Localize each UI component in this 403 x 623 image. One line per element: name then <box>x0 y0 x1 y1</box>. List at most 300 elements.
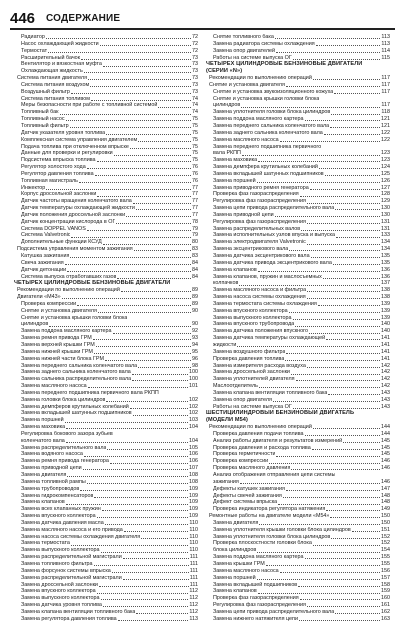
toc-entry-title: Замена выпускного коллектора <box>21 547 100 554</box>
toc-entry[interactable] <box>14 55 198 62</box>
toc-page-number: 84 <box>192 273 198 280</box>
toc-entry[interactable] <box>206 144 390 151</box>
dot-leader <box>103 66 191 67</box>
toc-entry[interactable] <box>206 609 390 616</box>
toc-page-number: 146 <box>381 458 390 465</box>
toc-entry[interactable] <box>14 102 198 109</box>
dot-leader <box>275 38 381 39</box>
toc-entry-title: Замена масляного насоса и фильтра <box>213 287 307 294</box>
toc-entry[interactable] <box>14 369 198 376</box>
toc-entry[interactable] <box>206 547 390 554</box>
toc-entry[interactable] <box>206 602 390 609</box>
toc-entry[interactable] <box>14 294 198 301</box>
toc-entry-title: Датчик концентрации кислорода в ОГ <box>21 218 116 225</box>
toc-page-number: 135 <box>381 253 390 259</box>
toc-entry[interactable] <box>14 520 198 527</box>
dot-leader <box>46 189 191 190</box>
toc-entry[interactable] <box>206 595 390 602</box>
page-number: 446 <box>10 10 36 27</box>
toc-entry[interactable] <box>14 479 198 486</box>
toc-page-number: 74 <box>192 95 198 102</box>
toc-entry[interactable] <box>206 431 390 438</box>
dot-leader <box>130 148 191 149</box>
toc-entry-title: Топливный фильтр <box>21 122 69 129</box>
toc-page-number: 111 <box>189 581 198 588</box>
toc-entry[interactable] <box>14 513 198 520</box>
toc-entry[interactable] <box>14 321 198 328</box>
toc-entry[interactable] <box>14 602 198 609</box>
toc-entry[interactable] <box>206 328 390 335</box>
toc-entry-title: Анализ работы двигателя и результатов измерений <box>213 437 343 444</box>
toc-entry[interactable] <box>14 123 198 130</box>
toc-entry[interactable] <box>206 212 390 219</box>
toc-entry[interactable] <box>206 109 390 116</box>
dot-leader <box>114 155 191 156</box>
toc-entry-title: Замена трубопроводов <box>21 485 80 492</box>
toc-entry[interactable] <box>14 506 198 513</box>
toc-entry[interactable] <box>14 48 198 55</box>
toc-page-number: 102 <box>189 403 198 410</box>
dot-leader <box>110 463 188 464</box>
toc-entry-title: Замена выпускного коллектора <box>213 314 292 321</box>
toc-entry[interactable] <box>206 178 390 185</box>
toc-entry[interactable] <box>206 321 390 328</box>
toc-page-number: 142 <box>381 369 390 376</box>
toc-entry[interactable] <box>14 356 198 363</box>
toc-entry[interactable] <box>206 41 390 48</box>
dot-leader <box>123 579 189 580</box>
dot-leader <box>101 552 189 553</box>
toc-entry[interactable] <box>206 34 390 41</box>
dot-leader <box>300 196 380 197</box>
toc-entry[interactable] <box>206 369 390 376</box>
toc-entry[interactable] <box>206 397 390 404</box>
toc-entry[interactable] <box>206 534 390 541</box>
toc-entry[interactable] <box>206 150 390 157</box>
toc-entry[interactable] <box>206 342 390 349</box>
toc-entry-title: Дефекты свечей зажигания <box>213 492 282 499</box>
toc-entry[interactable] <box>14 150 198 157</box>
toc-entry[interactable] <box>14 137 198 144</box>
toc-entry-title: Датчик детонации <box>21 266 67 273</box>
toc-entry[interactable] <box>14 164 198 171</box>
toc-page-number: 130 <box>381 205 390 212</box>
dot-leader <box>269 463 380 464</box>
toc-entry-title: Замена верхней крышки ГРМ <box>21 341 95 348</box>
toc-entry-title: Анализ отображения отправления цепи системы <box>213 472 336 478</box>
toc-entry[interactable] <box>206 513 390 520</box>
toc-entry[interactable] <box>206 185 390 192</box>
dot-leader <box>257 579 380 580</box>
dot-leader <box>133 415 188 416</box>
toc-entry-title: Подсистема управления моментом зажигания <box>17 246 133 253</box>
toc-entry[interactable] <box>206 479 390 486</box>
toc-entry[interactable] <box>14 493 198 500</box>
toc-entry[interactable] <box>206 486 390 493</box>
toc-entry[interactable] <box>206 48 390 55</box>
toc-entry[interactable] <box>14 144 198 151</box>
toc-entry[interactable] <box>14 595 198 602</box>
toc-entry[interactable] <box>206 137 390 144</box>
toc-entry-title: Замена уплотнителей двигателя <box>213 376 295 383</box>
dot-leader <box>258 593 380 594</box>
toc-entry[interactable] <box>206 55 390 62</box>
toc-entry-title: Система DOPPEL VANOS <box>21 225 86 232</box>
toc-page-number: 73 <box>192 68 198 75</box>
toc-entry[interactable] <box>14 89 198 96</box>
dot-leader <box>307 244 380 245</box>
toc-page-number: 117 <box>381 81 390 88</box>
toc-page-number: 75 <box>192 129 198 136</box>
toc-entry[interactable] <box>14 171 198 178</box>
dot-leader <box>101 599 189 600</box>
toc-page-number: 76 <box>192 164 198 171</box>
toc-entry[interactable] <box>14 335 198 342</box>
toc-entry[interactable] <box>206 424 390 431</box>
toc-entry[interactable] <box>14 274 198 281</box>
toc-page-number: 98 <box>192 362 198 369</box>
toc-entry-title: Система питания воздухом <box>21 81 90 88</box>
toc-entry[interactable] <box>206 554 390 561</box>
toc-entry[interactable] <box>14 582 198 589</box>
toc-entry[interactable] <box>14 547 198 554</box>
toc-entry[interactable] <box>206 75 390 82</box>
toc-entry-title: Замена поддона масляного картера <box>213 554 304 561</box>
dot-leader <box>280 141 380 142</box>
toc-entry[interactable] <box>206 349 390 356</box>
toc-entry[interactable] <box>14 472 198 479</box>
toc-entry[interactable] <box>206 308 390 315</box>
toc-entry[interactable] <box>206 89 390 96</box>
toc-page-number: 157 <box>381 574 390 581</box>
dot-leader <box>49 326 191 327</box>
dot-leader <box>48 52 191 53</box>
toc-entry[interactable] <box>206 232 390 239</box>
dot-leader <box>258 161 380 162</box>
toc-entry[interactable] <box>206 376 390 383</box>
toc-entry[interactable] <box>14 568 198 575</box>
toc-page-number: 79 <box>192 225 198 232</box>
toc-entry[interactable] <box>14 226 198 233</box>
toc-entry[interactable] <box>14 451 198 458</box>
dot-leader <box>84 72 191 73</box>
dot-leader <box>312 449 380 450</box>
toc-entry-title: Замена опор двигателей <box>213 47 275 54</box>
toc-entry[interactable] <box>14 239 198 246</box>
toc-entry[interactable] <box>206 561 390 568</box>
toc-entry[interactable] <box>206 287 390 294</box>
toc-entry-title: вала РКПП <box>213 150 241 157</box>
toc-page-number: 133 <box>381 232 390 239</box>
toc-entry[interactable] <box>14 198 198 205</box>
toc-entry[interactable] <box>14 417 198 424</box>
dot-leader <box>331 538 380 539</box>
toc-entry[interactable] <box>14 424 198 431</box>
toc-entry[interactable] <box>206 96 390 103</box>
toc-entry[interactable] <box>206 280 390 287</box>
toc-entry[interactable] <box>14 527 198 534</box>
toc-entry[interactable] <box>206 404 390 411</box>
toc-entry[interactable] <box>206 540 390 547</box>
toc-entry[interactable] <box>206 226 390 233</box>
toc-entry[interactable] <box>206 383 390 390</box>
toc-entry[interactable] <box>14 561 198 568</box>
dot-leader <box>103 606 189 607</box>
toc-entry[interactable] <box>206 205 390 212</box>
toc-page-number: 149 <box>381 506 390 513</box>
toc-page-number: 80 <box>192 239 198 246</box>
toc-page-number: 95 <box>192 348 198 355</box>
toc-entry-title: Рекомендации по выполнению операций <box>17 287 120 294</box>
toc-entry-title: Регулировка фаз газораспределения <box>213 198 306 205</box>
toc-entry-title: Замена переднего подшипника первичного <box>213 143 322 150</box>
toc-entry[interactable] <box>206 335 390 342</box>
toc-entry[interactable] <box>14 486 198 493</box>
toc-entry-title: Проверка давления подачи топлива <box>213 430 304 437</box>
toc-entry[interactable] <box>206 568 390 575</box>
toc-entry[interactable] <box>14 130 198 137</box>
toc-entry[interactable] <box>14 232 198 239</box>
toc-entry[interactable] <box>14 404 198 411</box>
toc-entry[interactable] <box>14 185 198 192</box>
toc-entry-title: Замена приводной цепи <box>213 211 274 218</box>
toc-page-number: 108 <box>189 472 198 478</box>
toc-page-number: 109 <box>189 492 198 499</box>
toc-entry[interactable] <box>14 397 198 404</box>
toc-entry-title: Комплексная система управления двигателем <box>21 136 138 143</box>
toc-page-number: 131 <box>381 225 390 232</box>
toc-entry[interactable] <box>206 465 390 472</box>
toc-page-number: 109 <box>189 485 198 492</box>
toc-entry[interactable] <box>14 116 198 123</box>
toc-entry[interactable] <box>206 582 390 589</box>
toc-page-number: 102 <box>189 410 198 417</box>
dot-leader <box>94 353 191 354</box>
toc-entry[interactable] <box>14 253 198 260</box>
toc-entry[interactable] <box>14 96 198 103</box>
toc-entry-title: Рекомендации по выполнению операций <box>209 75 312 82</box>
toc-entry[interactable] <box>206 267 390 274</box>
toc-entry-title: Система питания двигателя <box>17 75 87 82</box>
toc-entry[interactable] <box>14 499 198 506</box>
toc-entry-title: Замена опор двигателя <box>213 396 272 403</box>
toc-entry[interactable] <box>206 102 390 109</box>
toc-entry-title: Работы на системе выпуска ОГ <box>213 403 292 410</box>
toc-entry[interactable] <box>206 575 390 582</box>
dot-leader <box>259 387 380 388</box>
toc-entry[interactable] <box>206 493 390 500</box>
toc-page-number: 111 <box>189 567 198 574</box>
toc-entry[interactable] <box>206 253 390 260</box>
dot-leader <box>102 510 188 511</box>
toc-entry[interactable] <box>14 575 198 582</box>
toc-entry[interactable] <box>206 451 390 458</box>
toc-entry-title: цилиндров <box>21 321 49 328</box>
toc-entry[interactable] <box>206 438 390 445</box>
dot-leader <box>88 79 191 80</box>
toc-entry-title: Замена датчика положения впускного <box>213 328 308 335</box>
toc-entry-title: Система Valvetronic <box>21 232 71 239</box>
toc-entry-title: Замена клапанов <box>21 499 65 506</box>
toc-entry[interactable] <box>14 383 198 390</box>
toc-entry[interactable] <box>206 219 390 226</box>
toc-entry[interactable] <box>206 294 390 301</box>
toc-entry[interactable] <box>206 506 390 513</box>
dot-leader <box>325 175 380 176</box>
toc-entry[interactable] <box>14 267 198 274</box>
toc-entry[interactable] <box>14 609 198 616</box>
toc-entry[interactable] <box>206 616 390 623</box>
toc-page-number: 103 <box>189 417 198 424</box>
toc-entry[interactable] <box>14 328 198 335</box>
toc-page-number: 100 <box>189 369 198 376</box>
toc-page-number: 117 <box>381 102 390 109</box>
toc-entry[interactable] <box>14 75 198 82</box>
toc-entry[interactable] <box>14 445 198 452</box>
toc-page-number: 144 <box>381 424 390 431</box>
toc-entry[interactable] <box>14 465 198 472</box>
toc-entry[interactable] <box>206 527 390 534</box>
toc-entry-title: Регулировка бокового зазора зубьев <box>21 430 113 437</box>
toc-entry[interactable] <box>206 472 390 479</box>
toc-entry[interactable] <box>14 315 198 322</box>
dot-leader <box>257 182 380 183</box>
dot-leader <box>81 59 191 60</box>
toc-entry[interactable] <box>206 116 390 123</box>
toc-entry-title: Замена впускного коллектора <box>213 307 288 314</box>
dot-leader <box>98 312 191 313</box>
toc-entry[interactable] <box>206 520 390 527</box>
toc-entry[interactable] <box>14 540 198 547</box>
dot-leader <box>65 422 188 423</box>
toc-entry[interactable] <box>14 287 198 294</box>
toc-page-number: 74 <box>192 102 198 109</box>
toc-entry[interactable] <box>14 191 198 198</box>
dot-leader <box>132 380 188 381</box>
toc-entry[interactable] <box>14 68 198 75</box>
toc-entry[interactable] <box>14 342 198 349</box>
toc-entry-title: Замена датчика уровня топлива <box>21 602 102 609</box>
dot-leader <box>80 490 188 491</box>
toc-entry-title: Замена поддона масляного картера <box>21 328 112 335</box>
toc-entry[interactable] <box>206 363 390 370</box>
toc-page-number: 160 <box>381 595 390 602</box>
toc-page-number: 90 <box>192 321 198 328</box>
toc-entry[interactable] <box>14 178 198 185</box>
toc-entry[interactable] <box>14 431 198 438</box>
toc-entry[interactable] <box>206 458 390 465</box>
toc-entry[interactable] <box>206 274 390 281</box>
toc-entry[interactable] <box>14 157 198 164</box>
toc-page-number: 142 <box>381 383 390 390</box>
toc-page-number: 152 <box>381 533 390 540</box>
toc-entry[interactable] <box>206 260 390 267</box>
toc-entry[interactable] <box>206 191 390 198</box>
toc-entry[interactable] <box>206 239 390 246</box>
toc-entry-title: Топливная магистраль <box>21 177 78 184</box>
toc-entry[interactable] <box>206 315 390 322</box>
toc-entry[interactable] <box>206 301 390 308</box>
toc-entry[interactable] <box>14 376 198 383</box>
toc-entry[interactable] <box>206 390 390 397</box>
toc-entry[interactable] <box>14 363 198 370</box>
toc-entry-title: Система питания топливом <box>21 95 90 102</box>
toc-entry-title: Подача топлива при отключенном впрыске <box>21 143 129 150</box>
dot-leader <box>95 175 191 176</box>
dot-leader <box>97 517 188 518</box>
toc-page-number: 142 <box>381 376 390 383</box>
toc-entry[interactable] <box>14 41 198 48</box>
toc-page-number: 163 <box>381 615 390 622</box>
toc-page-number: 137 <box>381 280 390 287</box>
toc-entry[interactable] <box>14 349 198 356</box>
toc-entry[interactable] <box>206 171 390 178</box>
toc-entry[interactable] <box>14 212 198 219</box>
toc-entry[interactable] <box>14 616 198 623</box>
toc-entry[interactable] <box>206 588 390 595</box>
toc-entry[interactable] <box>206 157 390 164</box>
toc-entry[interactable] <box>14 588 198 595</box>
dot-leader <box>130 408 188 409</box>
toc-page-number: 111 <box>189 560 198 567</box>
toc-section-heading: ШЕСТИЦИЛИНДРОВЫЙ БЕНЗИНОВЫЙ ДВИГАТЕЛЬ <box>206 410 355 417</box>
toc-entry-title: Замена цепи привода распределительного вала <box>213 205 335 212</box>
toc-page-number: 134 <box>381 239 390 246</box>
toc-entry[interactable] <box>14 534 198 541</box>
toc-entry-title: Замена измерителя расхода воздуха <box>213 362 306 369</box>
toc-entry[interactable] <box>206 130 390 137</box>
toc-entry[interactable] <box>14 260 198 267</box>
toc-entry-title: Замена выпускного коллектора <box>21 595 100 602</box>
toc-entry[interactable] <box>14 390 198 397</box>
dot-leader <box>343 442 380 443</box>
toc-entry[interactable] <box>14 246 198 253</box>
toc-entry[interactable] <box>206 445 390 452</box>
toc-page-number: 106 <box>189 458 198 465</box>
toc-entry[interactable] <box>206 198 390 205</box>
toc-entry[interactable] <box>14 219 198 226</box>
toc-entry[interactable] <box>206 356 390 363</box>
toc-entry[interactable] <box>14 82 198 89</box>
toc-page-number: 122 <box>381 136 390 143</box>
toc-page-number: 113 <box>381 34 390 40</box>
toc-entry-title: Замена топливной рампы <box>21 478 86 485</box>
toc-entry[interactable] <box>14 554 198 561</box>
dot-leader <box>79 182 191 183</box>
dot-leader <box>112 572 189 573</box>
toc-entry[interactable] <box>206 499 390 506</box>
toc-entry[interactable] <box>14 109 198 116</box>
dot-leader <box>241 107 380 108</box>
toc-entry[interactable] <box>206 164 390 171</box>
toc-entry[interactable] <box>14 301 198 308</box>
toc-page-number: 73 <box>192 54 198 61</box>
toc-entry[interactable] <box>206 123 390 130</box>
toc-entry[interactable] <box>14 308 198 315</box>
toc-entry[interactable] <box>14 34 198 41</box>
toc-entry[interactable] <box>14 205 198 212</box>
toc-page-number: 75 <box>192 150 198 157</box>
dot-leader <box>313 545 380 546</box>
toc-entry-title: Замена эксцентрикового вала <box>213 246 289 253</box>
toc-entry[interactable] <box>14 458 198 465</box>
toc-entry-title: Снятие и установка крышки головки блока <box>21 314 128 321</box>
toc-entry[interactable] <box>14 61 198 68</box>
toc-entry[interactable] <box>206 82 390 89</box>
toc-entry[interactable] <box>206 246 390 253</box>
toc-entry[interactable] <box>14 410 198 417</box>
toc-entry[interactable] <box>14 438 198 445</box>
